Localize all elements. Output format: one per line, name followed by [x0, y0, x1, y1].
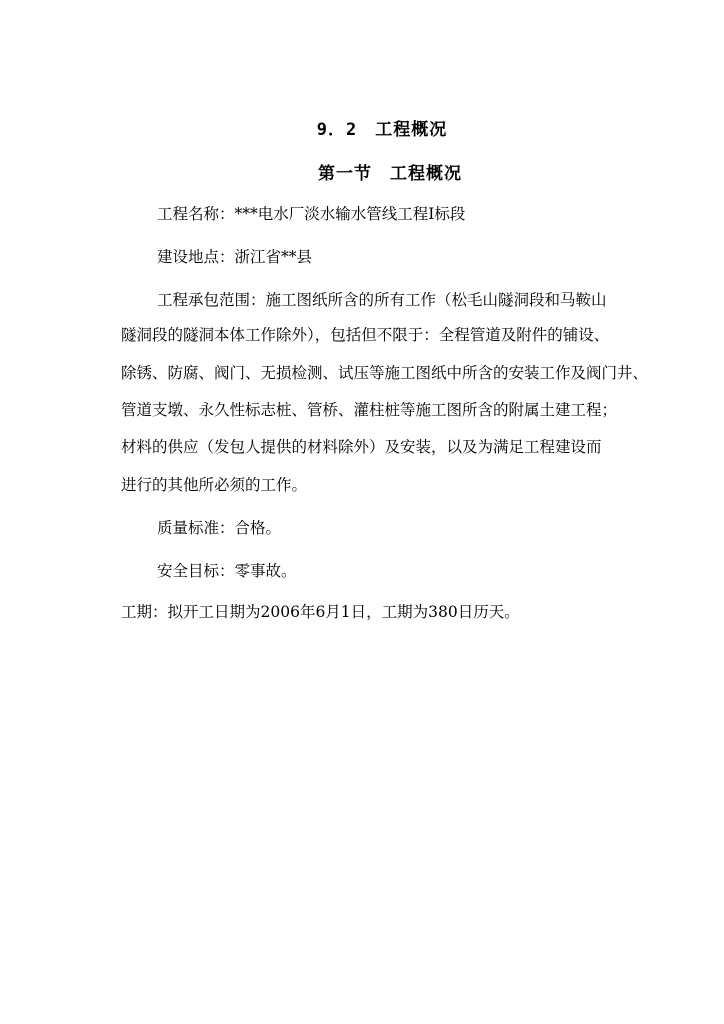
project-name-line: 工程名称：***电水厂淡水输水管线工程Ⅰ标段 — [157, 205, 466, 223]
section-heading — [0, 115, 724, 140]
scope-line-3: 除锈、防腐、阀门、无损检测、试压等施工图纸中所含的安装工作及阀门井、 — [121, 364, 649, 382]
location-line: 建设地点：浙江省**县 — [157, 248, 313, 266]
section-title: 工程概况 — [375, 120, 448, 140]
scope-line-2: 隧洞段的隧洞本体工作除外），包括但不限于：全程管道及附件的铺设、 — [121, 326, 610, 344]
subsection-title: 工程概况 — [390, 164, 462, 184]
scope-line-6: 进行的其他所必须的工作。 — [121, 476, 308, 494]
subsection-label: 第一节 — [318, 164, 372, 184]
safety-line: 安全目标：零事故。 — [157, 562, 297, 580]
subsection-heading — [0, 159, 724, 184]
section-number: 9．2 — [316, 120, 358, 140]
quality-line: 质量标准：合格。 — [157, 519, 282, 537]
scope-line-1: 工程承包范围：施工图纸所含的所有工作（松毛山隧洞段和马鞍山 — [157, 291, 607, 309]
scope-line-5: 材料的供应（发包人提供的材料除外）及安装，以及为满足工程建设而 — [121, 438, 602, 456]
schedule-line: 工期：拟开工日期为2006年6月1日，工期为380日历天。 — [121, 603, 520, 621]
scope-line-4: 管道支墩、永久性标志桩、管桥、灌柱桩等施工图所含的附属土建工程； — [121, 401, 618, 419]
